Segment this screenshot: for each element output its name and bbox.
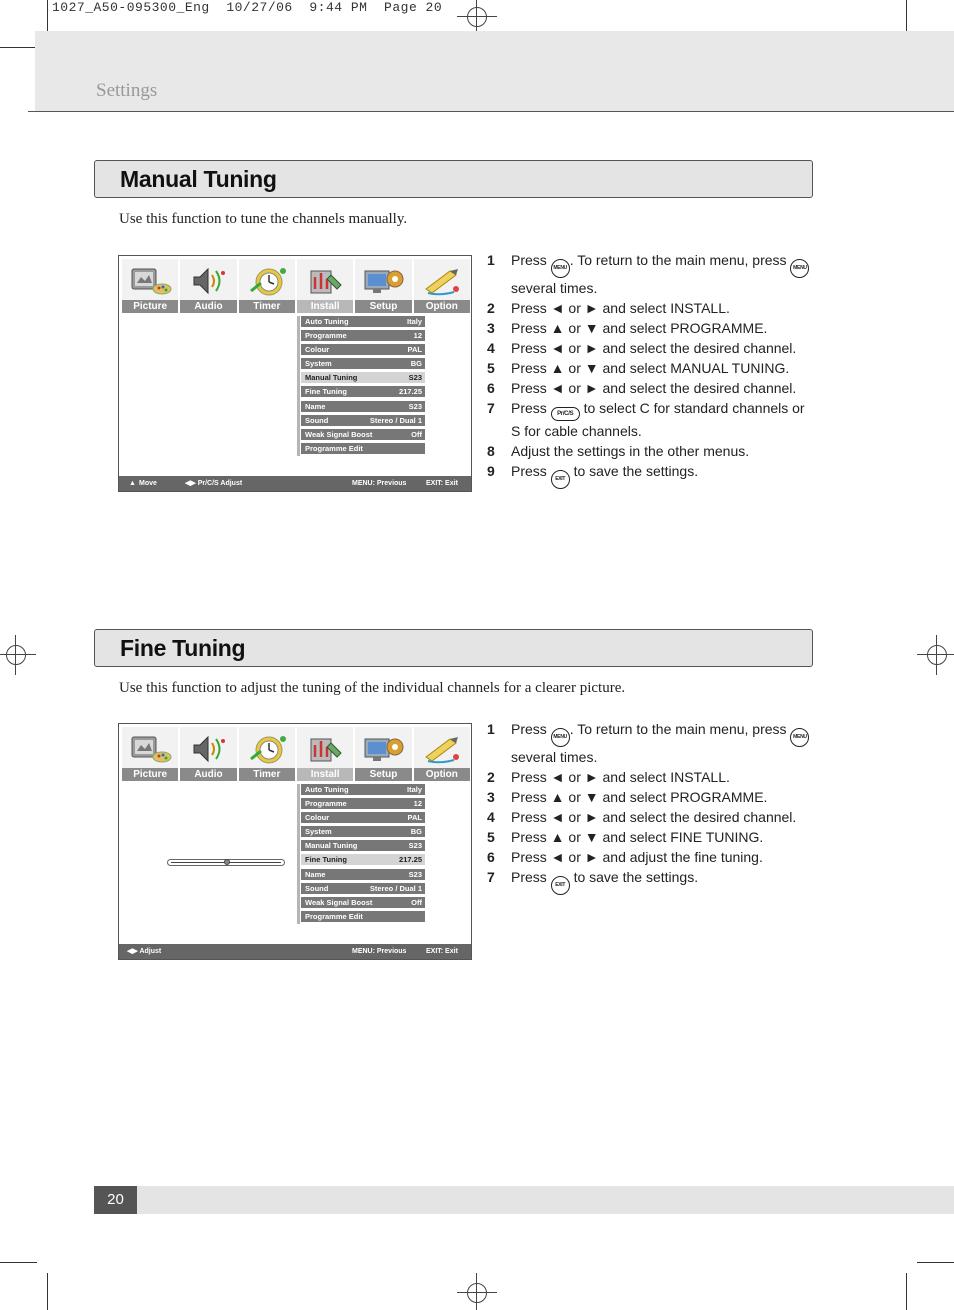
section-title: Manual Tuning bbox=[120, 166, 277, 192]
menu-item-value: S23 bbox=[408, 401, 422, 411]
tab-label: Picture bbox=[122, 768, 178, 781]
menu-item-value: Off bbox=[411, 429, 422, 439]
setup-icon bbox=[361, 263, 406, 299]
menu-item-label: Weak Signal Boost bbox=[305, 429, 373, 439]
menu-item-label: System bbox=[305, 359, 332, 369]
step-text: . To return to the main menu, press bbox=[569, 252, 791, 268]
status-bar bbox=[119, 944, 471, 959]
tab-label: Option bbox=[414, 300, 470, 313]
section-title: Fine Tuning bbox=[120, 635, 246, 661]
tab-label: Timer bbox=[239, 768, 295, 781]
step-number: 3 bbox=[487, 320, 495, 336]
step-text: Adjust the settings in the other menus. bbox=[511, 443, 750, 459]
menu-previous-hint: MENU: Previous bbox=[352, 480, 407, 487]
step-text: Press bbox=[511, 869, 551, 885]
tab-picture[interactable] bbox=[122, 259, 178, 313]
footer-band bbox=[94, 1186, 954, 1214]
step-number: 4 bbox=[487, 340, 495, 356]
step-text: . To return to the main menu, press bbox=[569, 721, 791, 737]
picture-icon bbox=[128, 263, 173, 299]
menu-item-sound[interactable] bbox=[301, 883, 425, 894]
menu-item-value: Off bbox=[411, 897, 422, 907]
menu-item-programme-edit[interactable] bbox=[301, 443, 425, 454]
tab-option[interactable] bbox=[414, 259, 470, 313]
step-text: several times. bbox=[511, 749, 598, 765]
tab-label: Setup bbox=[355, 300, 411, 313]
menu-scroll-bar bbox=[297, 316, 300, 456]
menu-item-sound[interactable] bbox=[301, 415, 425, 426]
registration-mark bbox=[0, 635, 36, 675]
menu-item-label: Manual Tuning bbox=[305, 373, 358, 383]
audio-icon bbox=[186, 731, 231, 767]
section-intro: Use this function to adjust the tuning of the individual channels for a clearer picture. bbox=[119, 680, 626, 696]
step-item bbox=[487, 250, 817, 298]
exit-hint: EXIT: Exit bbox=[426, 480, 458, 487]
step-number: 7 bbox=[487, 869, 495, 885]
step-item bbox=[487, 461, 817, 489]
menu-item-label: Manual Tuning bbox=[305, 841, 358, 851]
menu-item-label: Programme bbox=[305, 331, 347, 341]
menu-item-value: BG bbox=[410, 359, 422, 369]
step-item bbox=[487, 378, 817, 398]
step-number: 4 bbox=[487, 809, 495, 825]
step-item bbox=[487, 827, 817, 847]
menu-item-value: S23 bbox=[408, 869, 422, 879]
fine-tuning-slider[interactable] bbox=[167, 859, 285, 866]
menu-item-value: 217.25 bbox=[399, 855, 422, 865]
step-number: 5 bbox=[487, 829, 495, 845]
timer-icon bbox=[245, 263, 290, 299]
menu-item-auto-tuning[interactable] bbox=[301, 316, 425, 327]
step-text: Press bbox=[511, 400, 551, 416]
menu-scroll-bar bbox=[297, 784, 300, 924]
tab-option[interactable] bbox=[414, 727, 470, 781]
menu-item-value: 12 bbox=[413, 331, 422, 341]
step-item bbox=[487, 719, 817, 767]
step-text: Press ▲ or ▼ and select PROGRAMME. bbox=[511, 320, 768, 336]
option-icon bbox=[420, 263, 465, 299]
tab-audio[interactable] bbox=[180, 259, 236, 313]
tab-timer[interactable] bbox=[239, 727, 295, 781]
adjust-hint: ◀▶ Pr/C/S Adjust bbox=[185, 480, 243, 487]
step-list bbox=[487, 719, 817, 895]
step-item bbox=[487, 338, 817, 358]
install-menu bbox=[301, 316, 425, 457]
step-text: Press ◄ or ► and select the desired channel. bbox=[511, 809, 797, 825]
step-text: to save the settings. bbox=[569, 463, 699, 479]
step-text: Press ◄ or ► and select the desired channel. bbox=[511, 380, 797, 396]
menu-item-fine-tuning[interactable] bbox=[301, 854, 425, 865]
step-text: Press ◄ or ► and select the desired channel. bbox=[511, 340, 797, 356]
step-text: several times. bbox=[511, 280, 598, 296]
menu-item-label: Programme Edit bbox=[305, 443, 363, 453]
tab-label: Option bbox=[414, 768, 470, 781]
menu-item-label: Programme Edit bbox=[305, 911, 363, 921]
menu-item-label: Fine Tuning bbox=[305, 855, 347, 865]
step-text: Press ◄ or ► and select INSTALL. bbox=[511, 300, 730, 316]
tab-timer[interactable] bbox=[239, 259, 295, 313]
step-text: Press ▲ or ▼ and select FINE TUNING. bbox=[511, 829, 764, 845]
menu-item-programme[interactable] bbox=[301, 330, 425, 341]
tab-setup[interactable] bbox=[355, 727, 411, 781]
tab-label: Audio bbox=[180, 768, 236, 781]
tab-install[interactable] bbox=[297, 259, 353, 313]
menu-item-label: System bbox=[305, 827, 332, 837]
step-text: Press bbox=[511, 463, 551, 479]
remote-button-icon: Pr/C/S bbox=[551, 407, 580, 421]
registration-mark bbox=[917, 635, 954, 675]
menu-item-value: PAL bbox=[407, 813, 422, 823]
menu-item-weak-signal-boost[interactable] bbox=[301, 897, 425, 908]
step-text: Press bbox=[511, 721, 551, 737]
menu-item-fine-tuning[interactable] bbox=[301, 386, 425, 397]
menu-item-system[interactable] bbox=[301, 826, 425, 837]
install-icon bbox=[303, 731, 348, 767]
crop-mark bbox=[0, 1262, 37, 1263]
menu-tabs bbox=[122, 727, 470, 781]
remote-button-icon: MENU bbox=[790, 728, 809, 747]
menu-item-value: S23 bbox=[408, 373, 422, 383]
tv-menu-screen bbox=[118, 255, 472, 492]
tab-label: Install bbox=[297, 300, 353, 313]
menu-tabs bbox=[122, 259, 470, 313]
menu-item-programme[interactable] bbox=[301, 798, 425, 809]
menu-item-label: Name bbox=[305, 869, 326, 879]
step-number: 9 bbox=[487, 463, 495, 479]
step-text: to save the settings. bbox=[569, 869, 699, 885]
step-text: Press ▲ or ▼ and select PROGRAMME. bbox=[511, 789, 768, 805]
menu-item-label: Colour bbox=[305, 345, 330, 355]
menu-item-name[interactable] bbox=[301, 869, 425, 880]
menu-item-value: 217.25 bbox=[399, 387, 422, 397]
menu-item-value: BG bbox=[410, 827, 422, 837]
audio-icon bbox=[186, 263, 231, 299]
menu-item-value: Italy bbox=[406, 317, 422, 326]
step-item bbox=[487, 867, 817, 895]
menu-item-label: Name bbox=[305, 401, 326, 411]
tab-setup[interactable] bbox=[355, 259, 411, 313]
adjust-hint: ◀▶ Adjust bbox=[127, 948, 162, 955]
menu-previous-hint: MENU: Previous bbox=[352, 948, 407, 955]
tab-label: Picture bbox=[122, 300, 178, 313]
tab-audio[interactable] bbox=[180, 727, 236, 781]
status-bar bbox=[119, 476, 471, 491]
menu-item-manual-tuning[interactable] bbox=[301, 840, 425, 851]
tab-label: Timer bbox=[239, 300, 295, 313]
menu-item-label: Programme bbox=[305, 799, 347, 809]
step-text: to select C for standard channels or S for cable channels. bbox=[511, 400, 805, 439]
menu-item-name[interactable] bbox=[301, 401, 425, 412]
tab-label: Setup bbox=[355, 768, 411, 781]
header-rule bbox=[28, 111, 954, 112]
remote-button-icon: EXIT bbox=[551, 876, 570, 895]
menu-item-colour[interactable] bbox=[301, 812, 425, 823]
menu-item-system[interactable] bbox=[301, 358, 425, 369]
menu-item-weak-signal-boost[interactable] bbox=[301, 429, 425, 440]
step-number: 3 bbox=[487, 789, 495, 805]
section-title-bar bbox=[94, 629, 813, 667]
install-icon bbox=[303, 263, 348, 299]
exit-hint: EXIT: Exit bbox=[426, 948, 458, 955]
step-number: 2 bbox=[487, 300, 495, 316]
menu-item-manual-tuning[interactable] bbox=[301, 372, 425, 383]
menu-item-label: Sound bbox=[305, 883, 329, 893]
step-item bbox=[487, 358, 817, 378]
menu-item-programme-edit[interactable] bbox=[301, 911, 425, 922]
step-number: 6 bbox=[487, 849, 495, 865]
step-number: 2 bbox=[487, 769, 495, 785]
setup-icon bbox=[361, 731, 406, 767]
menu-item-label: Auto Tuning bbox=[305, 785, 349, 794]
step-text: Press ◄ or ► and select INSTALL. bbox=[511, 769, 730, 785]
menu-item-label: Colour bbox=[305, 813, 330, 823]
crop-mark bbox=[47, 1273, 48, 1310]
tv-menu-screen bbox=[118, 723, 472, 960]
slider-knob[interactable] bbox=[224, 859, 230, 865]
timer-icon bbox=[245, 731, 290, 767]
remote-button-icon: EXIT bbox=[551, 470, 570, 489]
menu-item-auto-tuning[interactable] bbox=[301, 784, 425, 795]
menu-item-value: 12 bbox=[413, 799, 422, 809]
step-number: 6 bbox=[487, 380, 495, 396]
step-item bbox=[487, 441, 817, 461]
picture-icon bbox=[128, 731, 173, 767]
page-header-title: Settings bbox=[96, 80, 158, 101]
step-number: 1 bbox=[487, 252, 495, 268]
print-slug: 1027_A50-095300_Eng 10/27/06 9:44 PM Page 20 bbox=[52, 0, 443, 15]
remote-button-icon: MENU bbox=[790, 259, 809, 278]
menu-item-value: S23 bbox=[408, 841, 422, 851]
step-number: 7 bbox=[487, 400, 495, 416]
tab-install[interactable] bbox=[297, 727, 353, 781]
step-list bbox=[487, 250, 817, 489]
step-number: 5 bbox=[487, 360, 495, 376]
menu-item-value: Italy bbox=[406, 785, 422, 794]
step-number: 8 bbox=[487, 443, 495, 459]
menu-item-label: Fine Tuning bbox=[305, 387, 347, 397]
step-item bbox=[487, 398, 817, 441]
step-item bbox=[487, 807, 817, 827]
step-text: Press bbox=[511, 252, 551, 268]
move-hint: ▲ bbox=[129, 480, 136, 487]
registration-mark bbox=[457, 1273, 497, 1310]
step-item bbox=[487, 767, 817, 787]
install-menu bbox=[301, 784, 425, 925]
tab-label: Install bbox=[297, 768, 353, 781]
menu-item-colour[interactable] bbox=[301, 344, 425, 355]
crop-mark bbox=[906, 1273, 907, 1310]
step-text: Press ▲ or ▼ and select MANUAL TUNING. bbox=[511, 360, 790, 376]
menu-item-value: Stereo / Dual 1 bbox=[369, 415, 422, 425]
header-band bbox=[35, 31, 954, 111]
step-item bbox=[487, 318, 817, 338]
menu-item-label: Auto Tuning bbox=[305, 317, 349, 326]
tab-label: Audio bbox=[180, 300, 236, 313]
tab-picture[interactable] bbox=[122, 727, 178, 781]
section-intro: Use this function to tune the channels manually. bbox=[119, 211, 408, 227]
crop-mark bbox=[0, 47, 37, 48]
crop-mark bbox=[917, 1262, 954, 1263]
move-hint-label: Move bbox=[139, 480, 157, 487]
step-text: Press ◄ or ► and adjust the fine tuning. bbox=[511, 849, 763, 865]
remote-button-icon: MENU bbox=[551, 728, 570, 747]
menu-item-value: PAL bbox=[407, 345, 422, 355]
page-number: 20 bbox=[94, 1186, 137, 1214]
step-item bbox=[487, 787, 817, 807]
option-icon bbox=[420, 731, 465, 767]
step-item bbox=[487, 298, 817, 318]
remote-button-icon: MENU bbox=[551, 259, 570, 278]
step-item bbox=[487, 847, 817, 867]
menu-item-label: Sound bbox=[305, 415, 329, 425]
menu-item-value: Stereo / Dual 1 bbox=[369, 883, 422, 893]
menu-item-label: Weak Signal Boost bbox=[305, 897, 373, 907]
step-number: 1 bbox=[487, 721, 495, 737]
section-title-bar bbox=[94, 160, 813, 198]
